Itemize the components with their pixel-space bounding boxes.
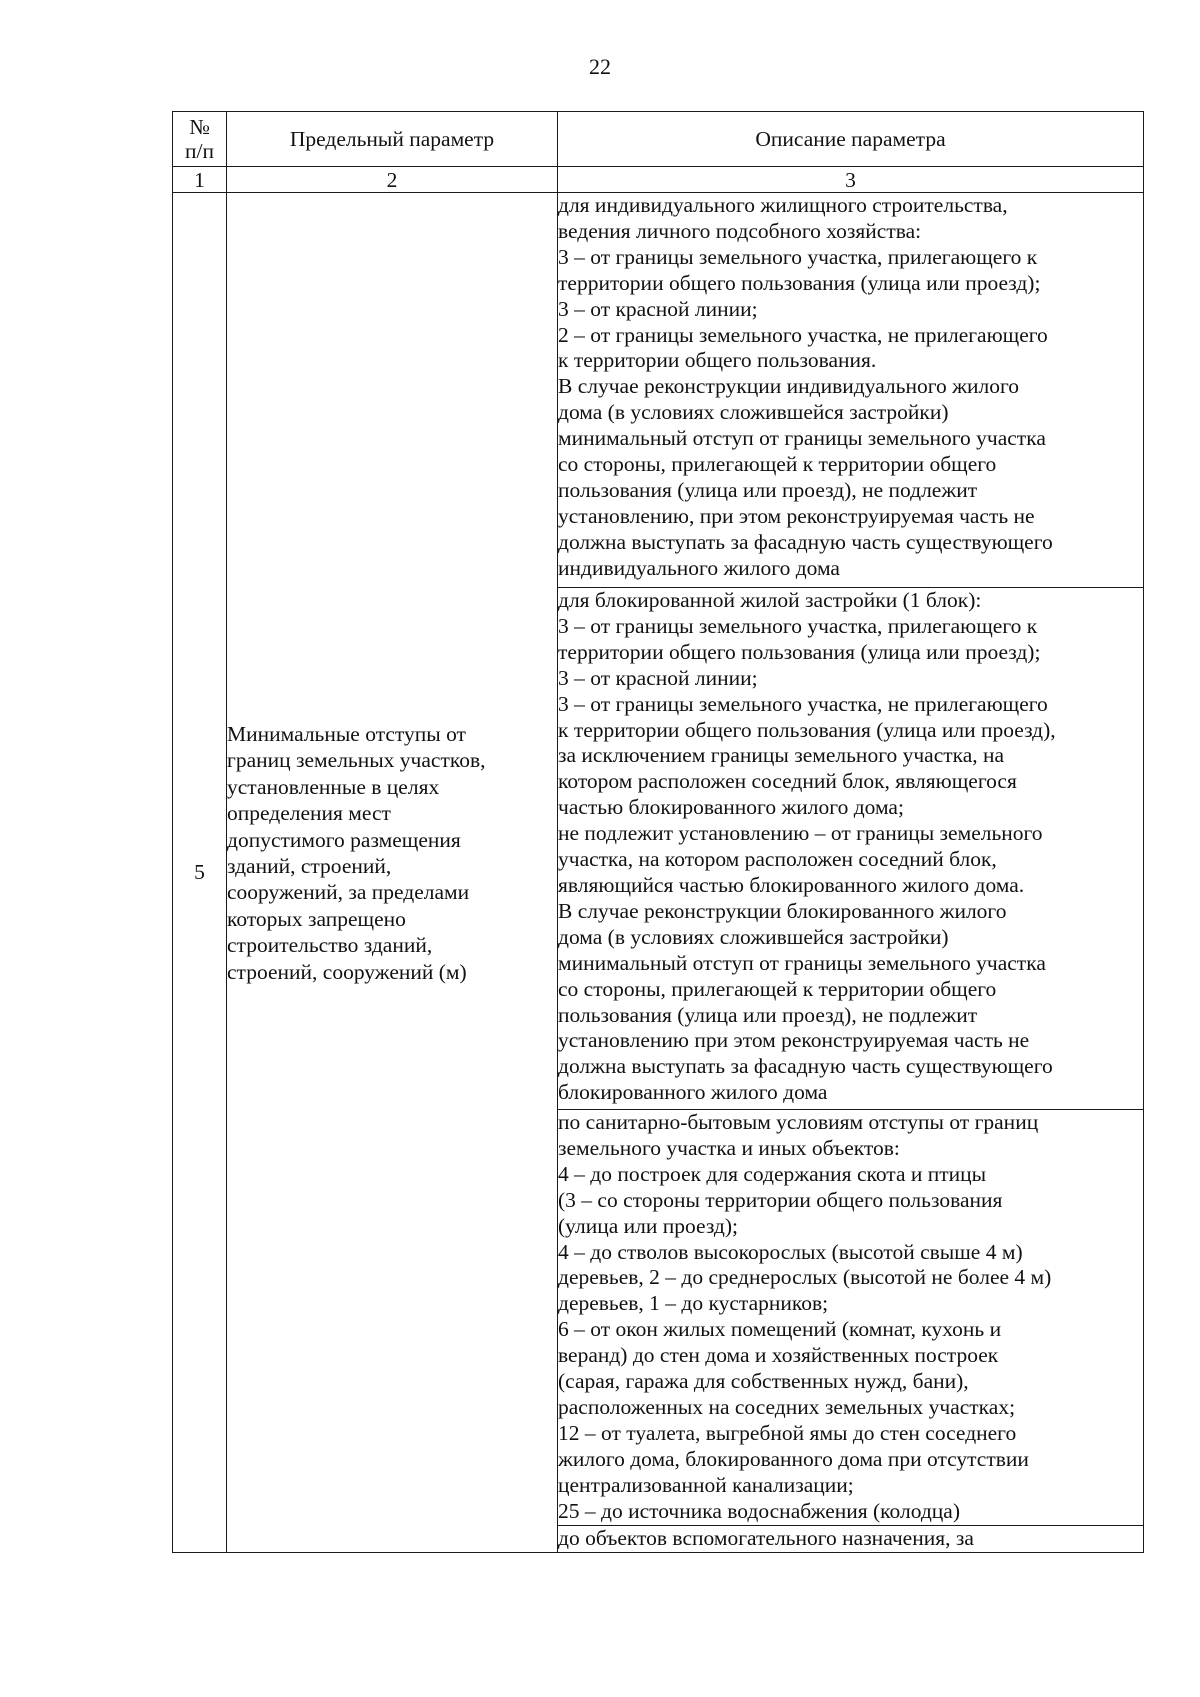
header-parameter: Предельный параметр [227, 112, 558, 167]
description-line: деревьев, 2 – до среднерослых (высотой не более 4 м) [558, 1265, 1052, 1290]
description-line: 6 – от окон жилых помещений (комнат, кухонь и [558, 1317, 1002, 1342]
parameter-line: сооружений, за пределами [227, 880, 470, 905]
description-line: 4 – до стволов высокорослых (высотой свыше 4 м) [558, 1239, 1023, 1264]
description-line: деревьев, 1 – до кустарников; [558, 1291, 829, 1316]
description-cell [558, 193, 1144, 588]
description-line: пользования (улица или проезд), не подлежит [558, 477, 978, 502]
description-cell [558, 1525, 1144, 1552]
description-line: 4 – до построек для содержания скота и птицы [558, 1161, 987, 1186]
description-line: 3 – от красной линии; [558, 665, 758, 690]
parameter-line: определения мест [227, 801, 391, 826]
description-line: к территории общего пользования (улица или проезд), [558, 717, 1056, 742]
parameter-line: строений, сооружений (м) [227, 959, 467, 984]
description-line: за исключением границы земельного участка, на [558, 743, 1005, 768]
column-number-1: 1 [173, 167, 227, 193]
description-line: централизованной канализации; [558, 1472, 854, 1497]
description-line: дома (в условиях сложившейся застройки) [558, 400, 949, 425]
description-line: участка, на котором расположен соседний блок, [558, 847, 997, 872]
description-line: ведения личного подсобного хозяйства: [558, 218, 922, 243]
description-line: для индивидуального жилищного строительства, [558, 193, 1008, 217]
description-line: индивидуального жилого дома [558, 555, 840, 580]
description-line: (сарая, гаража для собственных нужд, бани), [558, 1369, 969, 1394]
description-line: веранд) до стен дома и хозяйственных построек [558, 1343, 999, 1368]
description-line: минимальный отступ от границы земельного участка [558, 426, 1046, 451]
parameter-line: допустимого размещения [227, 827, 461, 852]
column-number-2: 2 [227, 167, 558, 193]
description-line: по санитарно-бытовым условиям отступы от границ [558, 1110, 1039, 1134]
description-cell [558, 1110, 1144, 1526]
column-numbers-row [173, 167, 1144, 193]
parameter-cell [227, 193, 558, 1553]
row-number: 5 [173, 193, 227, 1553]
description-line: частью блокированного жилого дома; [558, 795, 904, 820]
parameter-line: строительство зданий, [227, 933, 433, 958]
description-line: (3 – со стороны территории общего пользования [558, 1187, 1003, 1212]
description-line: установлению, при этом реконструируемая часть не [558, 503, 1035, 528]
parameter-line: границ земельных участков, [227, 748, 486, 773]
parameter-line: Минимальные отступы от [227, 722, 466, 746]
description-cell [558, 588, 1144, 1110]
header-number-symbol: № [189, 115, 210, 139]
column-number-3: 3 [558, 167, 1144, 193]
page-number: 22 [589, 54, 611, 79]
description-line: территории общего пользования (улица или проезд); [558, 270, 1041, 295]
description-line: со стороны, прилегающей к территории общего [558, 452, 997, 477]
header-description: Описание параметра [558, 112, 1144, 167]
description-line: должна выступать за фасадную часть существующего [558, 1054, 1053, 1079]
description-line: не подлежит установлению – от границы земельного [558, 821, 1043, 846]
description-line: жилого дома, блокированного дома при отсутствии [558, 1446, 1029, 1471]
description-line: 3 – от границы земельного участка, не прилегающего [558, 691, 1048, 716]
description-line: пользования (улица или проезд), не подлежит [558, 1002, 978, 1027]
description-line: со стороны, прилегающей к территории общего [558, 976, 997, 1001]
description-line: дома (в условиях сложившейся застройки) [558, 924, 949, 949]
description-line: для блокированной жилой застройки (1 блок): [558, 588, 982, 612]
parameters-table [172, 111, 1144, 1553]
description-line: (улица или проезд); [558, 1213, 738, 1238]
description-line: блокированного жилого дома [558, 1080, 828, 1105]
header-number [173, 112, 227, 167]
description-line: являющийся частью блокированного жилого дома. [558, 872, 1025, 897]
description-line: до объектов вспомогательного назначения, за [558, 1525, 974, 1550]
description-line: 12 – от туалета, выгребной ямы до стен соседнего [558, 1420, 1017, 1445]
description-line: установлению при этом реконструируемая часть не [558, 1028, 1030, 1053]
table-row [173, 193, 1144, 588]
description-line: 3 – от границы земельного участка, прилегающего к [558, 244, 1038, 269]
description-line: должна выступать за фасадную часть существующего [558, 529, 1053, 554]
description-line: к территории общего пользования. [558, 348, 877, 373]
header-number-abbrev: п/п [185, 139, 214, 163]
description-line: 2 – от границы земельного участка, не прилегающего [558, 322, 1048, 347]
description-line: земельного участка и иных объектов: [558, 1135, 900, 1160]
table-header-row [173, 112, 1144, 167]
description-line: территории общего пользования (улица или проезд); [558, 639, 1041, 664]
description-line: В случае реконструкции индивидуального жилого [558, 374, 1019, 399]
parameter-line: установленные в целях [227, 774, 440, 799]
parameter-text [227, 721, 557, 985]
parameter-line: зданий, строений, [227, 854, 392, 879]
description-line: 3 – от границы земельного участка, прилегающего к [558, 613, 1038, 638]
parameter-line: которых запрещено [227, 906, 406, 931]
description-line: минимальный отступ от границы земельного участка [558, 950, 1046, 975]
description-line: расположенных на соседних земельных участках; [558, 1394, 1016, 1419]
description-line: 25 – до источника водоснабжения (колодца) [558, 1498, 961, 1523]
description-line: котором расположен соседний блок, являющегося [558, 769, 1017, 794]
description-line: 3 – от красной линии; [558, 296, 758, 321]
description-line: В случае реконструкции блокированного жилого [558, 898, 1007, 923]
